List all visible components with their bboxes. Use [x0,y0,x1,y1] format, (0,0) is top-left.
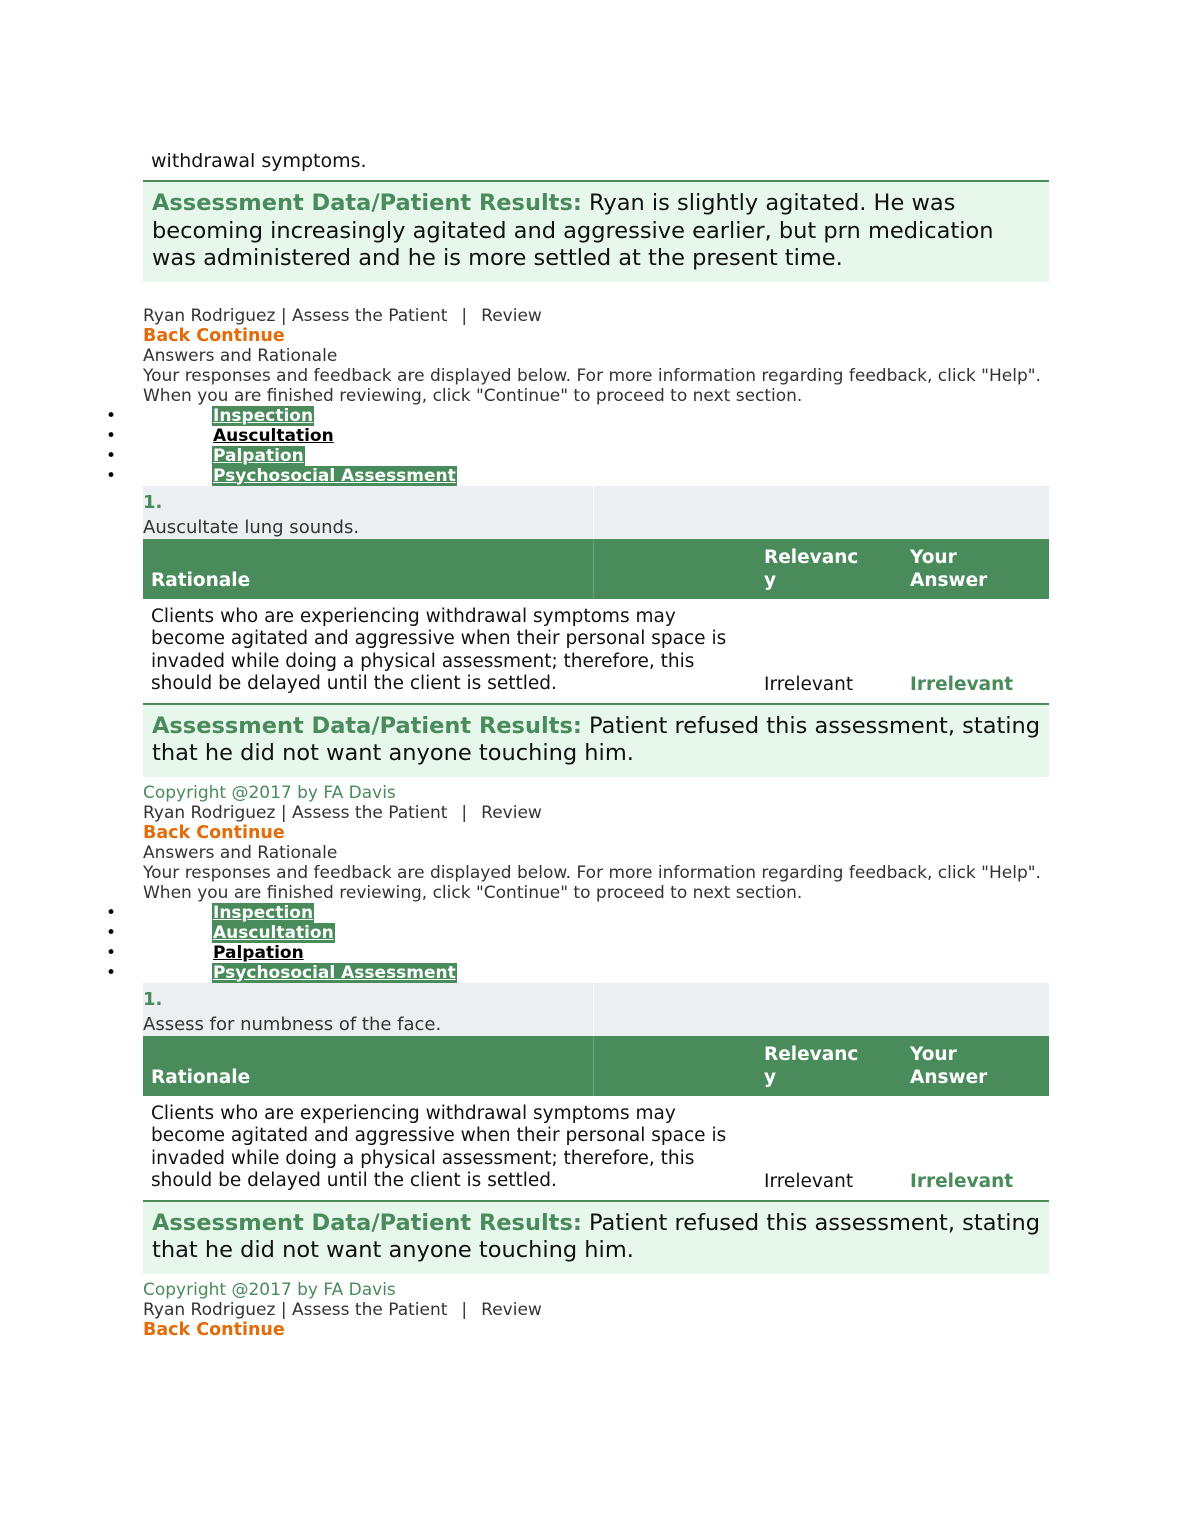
copyright: Copyright @2017 by FA Davis [143,782,396,803]
instructions-text: Your responses and feedback are displayed below. For more information regarding feedback, click "Help". [143,365,1041,386]
tab-item [143,446,1049,466]
breadcrumb-patient[interactable]: Ryan Rodriguez [143,1299,276,1320]
your-answer-cell: Irrelevant [910,1171,1014,1192]
continue-button[interactable]: Continue [196,325,285,346]
breadcrumb-mode: Review [481,305,542,326]
breadcrumb-separator: | [461,802,468,823]
your-answer-cell: Irrelevant [910,674,1014,695]
tab-item [143,466,1049,486]
copyright: Copyright @2017 by FA Davis [143,1279,396,1300]
rationale-table-header [143,539,1049,599]
assessment-tabs [143,406,1049,486]
results-label: Assessment Data/Patient Results: [152,1209,582,1236]
breadcrumb-section[interactable]: Assess the Patient [292,802,448,823]
tab-psychosocial[interactable]: Psychosocial Assessment [213,465,456,486]
continued-text: withdrawal symptoms. [151,150,367,172]
breadcrumb-mode: Review [481,1299,542,1320]
tab-inspection[interactable]: Inspection [213,405,314,426]
question-header [143,486,1049,539]
results-label: Assessment Data/Patient Results: [152,712,582,739]
breadcrumb: Ryan Rodriguez | Assess the Patient | Review [143,1299,542,1320]
tab-item [143,923,1049,943]
question-number: 1. [143,988,163,1010]
instructions-continue-text: When you are finished reviewing, click "Continue" to proceed to next section. [143,385,803,406]
tab-palpation[interactable]: Palpation [213,942,304,963]
assessment-tabs [143,903,1049,983]
section-heading: Answers and Rationale [143,345,338,366]
results-text: Patient refused this assessment, stating that he did not want anyone touching him. [152,1209,1041,1263]
tab-inspection[interactable]: Inspection [213,902,314,923]
tab-item [143,903,1049,923]
question-number: 1. [143,491,163,513]
breadcrumb-mode: Review [481,802,542,823]
tab-item [143,963,1049,983]
rationale-table-header [143,1036,1049,1096]
results-text: Patient refused this assessment, stating that he did not want anyone touching him. [152,712,1041,766]
table-row [143,1096,1049,1200]
nav-actions [143,823,1049,843]
breadcrumb: Ryan Rodriguez | Assess the Patient | Review [143,305,542,326]
breadcrumb-section[interactable]: Assess the Patient [292,1299,448,1320]
breadcrumb-separator: | [461,1299,468,1320]
rationale-cell: Clients who are experiencing withdrawal symptoms may become agitated and aggressive when their personal space is invaded while doing a physical assessment; therefore, this should be delayed until the client is settled. [151,1102,727,1191]
back-button[interactable]: Back [143,822,191,843]
instructions-text: Your responses and feedback are displayed below. For more information regarding feedback, click "Help". [143,862,1041,883]
review-nav-block [143,306,1049,406]
question-text: Auscultate lung sounds. [143,516,360,538]
relevancy-cell: Irrelevant [764,674,854,695]
breadcrumb: Ryan Rodriguez | Assess the Patient | Review [143,802,542,823]
breadcrumb-patient[interactable]: Ryan Rodriguez [143,802,276,823]
breadcrumb-patient[interactable]: Ryan Rodriguez [143,305,276,326]
results-text: Ryan is slightly agitated. He was becoming increasingly agitated and aggressive earlier, but prn medication was administered and he is more settled at the present time. [152,190,994,271]
results-label: Assessment Data/Patient Results: [152,190,582,216]
tab-auscultation[interactable]: Auscultation [213,425,334,446]
instructions-continue-text: When you are finished reviewing, click "Continue" to proceed to next section. [143,882,803,903]
column-header-your-answer: Your Answer [910,1043,988,1088]
review-nav-block [143,1300,1049,1340]
breadcrumb-separator: | [461,305,468,326]
nav-actions [143,1320,1049,1340]
tab-palpation[interactable]: Palpation [213,445,304,466]
section-heading: Answers and Rationale [143,842,338,863]
patient-results-box [143,1200,1049,1274]
document-page [143,148,1049,1340]
table-row [143,599,1049,703]
question-text: Assess for numbness of the face. [143,1013,442,1035]
continue-button[interactable]: Continue [196,822,285,843]
tab-item [143,426,1049,446]
continue-button[interactable]: Continue [196,1319,285,1340]
column-header-relevancy: Relevancy [764,546,859,591]
tab-item [143,406,1049,426]
back-button[interactable]: Back [143,1319,191,1340]
column-header-your-answer: Your Answer [910,546,988,591]
breadcrumb-section[interactable]: Assess the Patient [292,305,448,326]
column-header-relevancy: Relevancy [764,1043,859,1088]
review-nav-block [143,803,1049,903]
tab-item [143,943,1049,963]
column-header-rationale: Rationale [151,569,251,591]
column-header-rationale: Rationale [151,1066,251,1088]
tab-psychosocial[interactable]: Psychosocial Assessment [213,962,456,983]
rationale-cell: Clients who are experiencing withdrawal symptoms may become agitated and aggressive when their personal space is invaded while doing a physical assessment; therefore, this should be delayed until the client is settled. [151,605,727,694]
nav-actions [143,326,1049,346]
patient-results-box [143,180,1049,282]
patient-results-box [143,703,1049,777]
question-header [143,983,1049,1036]
relevancy-cell: Irrelevant [764,1171,854,1192]
back-button[interactable]: Back [143,325,191,346]
tab-auscultation[interactable]: Auscultation [213,922,334,943]
